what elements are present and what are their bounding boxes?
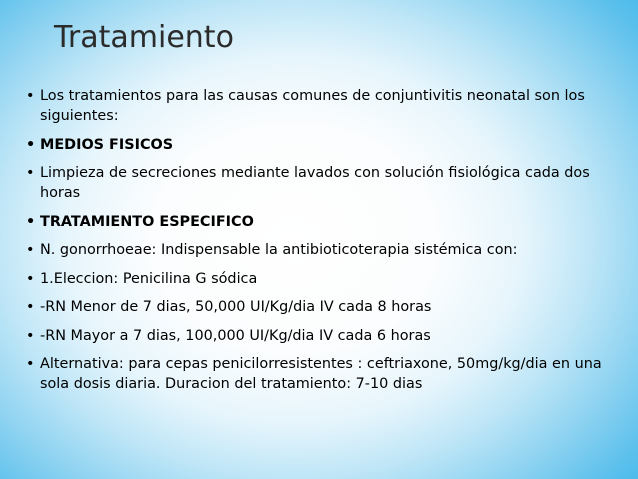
bullet-text: MEDIOS FISICOS [40,136,174,153]
bullet-dot-icon: • [26,299,35,315]
bullet-dot-icon: • [26,270,35,287]
bullet-text: -RN Mayor a 7 dias, 100,000 UI/Kg/dia IV cada 6 horas [40,327,431,344]
bullet-dot-icon: • [26,136,36,153]
slide-title: Tratamiento [54,20,234,55]
bullet-item-heading [26,212,626,232]
bullet-item [26,326,626,346]
bullet-text: Alternativa: para cepas penicilorresistentes : ceftriaxone, 50mg/kg/dia en una sola dosis diaria. Duracion del tratamiento: 7-10 dias [40,356,602,392]
bullet-text: N. gonorrhoeae: Indispensable la antibioticoterapia sistémica con: [40,242,518,258]
bullet-dot-icon: • [26,356,35,372]
bullet-item [26,86,626,126]
bullet-item [26,240,626,260]
bullet-text: Los tratamientos para las causas comunes de conjuntivitis neonatal son los siguientes: [40,88,585,124]
bullet-dot-icon: • [26,242,35,258]
bullet-item [26,269,626,289]
bullet-item [26,354,626,394]
bullet-dot-icon: • [26,213,36,230]
bullet-dot-icon: • [26,88,35,104]
bullet-item [26,297,626,317]
bullet-item [26,163,626,203]
bullet-dot-icon: • [26,165,35,181]
bullet-list [26,86,626,403]
bullet-item-heading [26,135,626,155]
bullet-text: TRATAMIENTO ESPECIFICO [40,213,254,230]
bullet-text: 1.Eleccion: Penicilina G sódica [40,270,258,287]
bullet-text: Limpieza de secreciones mediante lavados con solución fisiológica cada dos horas [40,165,590,201]
bullet-dot-icon: • [26,327,35,344]
bullet-text: -RN Menor de 7 dias, 50,000 UI/Kg/dia IV cada 8 horas [40,299,432,315]
